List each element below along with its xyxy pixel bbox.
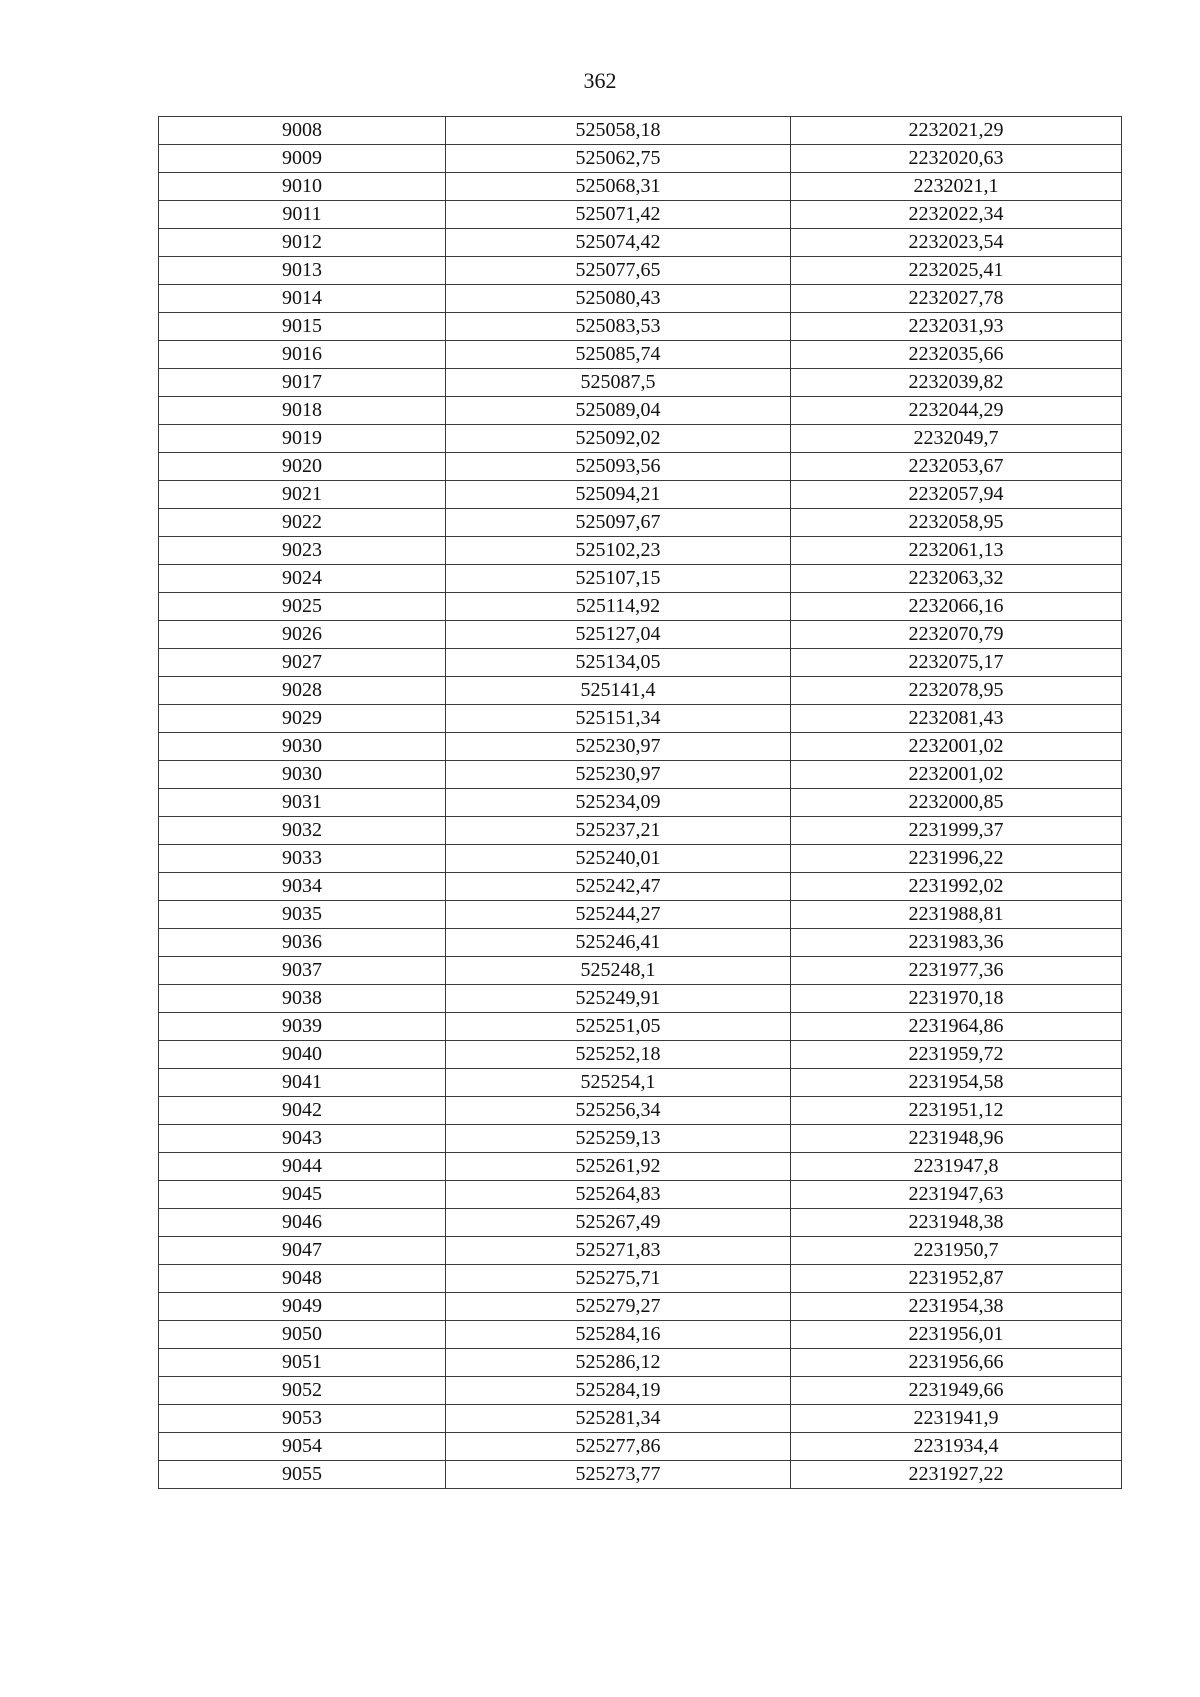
point-number-cell: 9023 bbox=[159, 537, 446, 565]
table-row bbox=[159, 677, 1122, 705]
point-number-cell: 9054 bbox=[159, 1433, 446, 1461]
y-coordinate-cell: 2231949,66 bbox=[791, 1377, 1122, 1405]
y-coordinate-cell: 2232075,17 bbox=[791, 649, 1122, 677]
x-coordinate-cell: 525277,86 bbox=[446, 1433, 791, 1461]
table-row bbox=[159, 537, 1122, 565]
y-coordinate-cell: 2232000,85 bbox=[791, 789, 1122, 817]
point-number-cell: 9032 bbox=[159, 817, 446, 845]
y-coordinate-cell: 2232053,67 bbox=[791, 453, 1122, 481]
y-coordinate-cell: 2232063,32 bbox=[791, 565, 1122, 593]
y-coordinate-cell: 2231951,12 bbox=[791, 1097, 1122, 1125]
y-coordinate-cell: 2231999,37 bbox=[791, 817, 1122, 845]
x-coordinate-cell: 525240,01 bbox=[446, 845, 791, 873]
table-row bbox=[159, 957, 1122, 985]
x-coordinate-cell: 525092,02 bbox=[446, 425, 791, 453]
table-row bbox=[159, 929, 1122, 957]
point-number-cell: 9017 bbox=[159, 369, 446, 397]
point-number-cell: 9024 bbox=[159, 565, 446, 593]
y-coordinate-cell: 2232021,1 bbox=[791, 173, 1122, 201]
y-coordinate-cell: 2232044,29 bbox=[791, 397, 1122, 425]
point-number-cell: 9019 bbox=[159, 425, 446, 453]
x-coordinate-cell: 525062,75 bbox=[446, 145, 791, 173]
coordinates-table bbox=[158, 116, 1122, 1489]
y-coordinate-cell: 2232031,93 bbox=[791, 313, 1122, 341]
x-coordinate-cell: 525284,19 bbox=[446, 1377, 791, 1405]
table-row bbox=[159, 1125, 1122, 1153]
table-row bbox=[159, 1265, 1122, 1293]
y-coordinate-cell: 2232039,82 bbox=[791, 369, 1122, 397]
point-number-cell: 9035 bbox=[159, 901, 446, 929]
y-coordinate-cell: 2232049,7 bbox=[791, 425, 1122, 453]
y-coordinate-cell: 2231934,4 bbox=[791, 1433, 1122, 1461]
y-coordinate-cell: 2232035,66 bbox=[791, 341, 1122, 369]
y-coordinate-cell: 2232027,78 bbox=[791, 285, 1122, 313]
x-coordinate-cell: 525102,23 bbox=[446, 537, 791, 565]
point-number-cell: 9036 bbox=[159, 929, 446, 957]
x-coordinate-cell: 525114,92 bbox=[446, 593, 791, 621]
table-row bbox=[159, 1237, 1122, 1265]
x-coordinate-cell: 525071,42 bbox=[446, 201, 791, 229]
table-row bbox=[159, 901, 1122, 929]
x-coordinate-cell: 525267,49 bbox=[446, 1209, 791, 1237]
x-coordinate-cell: 525077,65 bbox=[446, 257, 791, 285]
point-number-cell: 9028 bbox=[159, 677, 446, 705]
x-coordinate-cell: 525151,34 bbox=[446, 705, 791, 733]
point-number-cell: 9011 bbox=[159, 201, 446, 229]
y-coordinate-cell: 2232021,29 bbox=[791, 117, 1122, 145]
x-coordinate-cell: 525083,53 bbox=[446, 313, 791, 341]
x-coordinate-cell: 525237,21 bbox=[446, 817, 791, 845]
x-coordinate-cell: 525261,92 bbox=[446, 1153, 791, 1181]
y-coordinate-cell: 2232081,43 bbox=[791, 705, 1122, 733]
table-row bbox=[159, 201, 1122, 229]
point-number-cell: 9046 bbox=[159, 1209, 446, 1237]
point-number-cell: 9041 bbox=[159, 1069, 446, 1097]
point-number-cell: 9009 bbox=[159, 145, 446, 173]
point-number-cell: 9044 bbox=[159, 1153, 446, 1181]
y-coordinate-cell: 2232022,34 bbox=[791, 201, 1122, 229]
y-coordinate-cell: 2232066,16 bbox=[791, 593, 1122, 621]
point-number-cell: 9013 bbox=[159, 257, 446, 285]
point-number-cell: 9047 bbox=[159, 1237, 446, 1265]
y-coordinate-cell: 2231970,18 bbox=[791, 985, 1122, 1013]
y-coordinate-cell: 2232058,95 bbox=[791, 509, 1122, 537]
y-coordinate-cell: 2232001,02 bbox=[791, 733, 1122, 761]
y-coordinate-cell: 2231948,38 bbox=[791, 1209, 1122, 1237]
table-row bbox=[159, 733, 1122, 761]
point-number-cell: 9014 bbox=[159, 285, 446, 313]
point-number-cell: 9040 bbox=[159, 1041, 446, 1069]
table-row bbox=[159, 985, 1122, 1013]
x-coordinate-cell: 525080,43 bbox=[446, 285, 791, 313]
x-coordinate-cell: 525271,83 bbox=[446, 1237, 791, 1265]
point-number-cell: 9031 bbox=[159, 789, 446, 817]
point-number-cell: 9021 bbox=[159, 481, 446, 509]
point-number-cell: 9045 bbox=[159, 1181, 446, 1209]
table-row bbox=[159, 145, 1122, 173]
point-number-cell: 9043 bbox=[159, 1125, 446, 1153]
table-row bbox=[159, 845, 1122, 873]
y-coordinate-cell: 2231952,87 bbox=[791, 1265, 1122, 1293]
y-coordinate-cell: 2231941,9 bbox=[791, 1405, 1122, 1433]
table-row bbox=[159, 1321, 1122, 1349]
point-number-cell: 9029 bbox=[159, 705, 446, 733]
x-coordinate-cell: 525286,12 bbox=[446, 1349, 791, 1377]
point-number-cell: 9050 bbox=[159, 1321, 446, 1349]
y-coordinate-cell: 2231964,86 bbox=[791, 1013, 1122, 1041]
y-coordinate-cell: 2232025,41 bbox=[791, 257, 1122, 285]
point-number-cell: 9020 bbox=[159, 453, 446, 481]
y-coordinate-cell: 2232070,79 bbox=[791, 621, 1122, 649]
table-row bbox=[159, 649, 1122, 677]
y-coordinate-cell: 2232057,94 bbox=[791, 481, 1122, 509]
table-row bbox=[159, 509, 1122, 537]
x-coordinate-cell: 525249,91 bbox=[446, 985, 791, 1013]
x-coordinate-cell: 525093,56 bbox=[446, 453, 791, 481]
table-row bbox=[159, 1153, 1122, 1181]
y-coordinate-cell: 2231996,22 bbox=[791, 845, 1122, 873]
table-row bbox=[159, 873, 1122, 901]
table-row bbox=[159, 117, 1122, 145]
table-row bbox=[159, 593, 1122, 621]
x-coordinate-cell: 525251,05 bbox=[446, 1013, 791, 1041]
table-row bbox=[159, 1097, 1122, 1125]
x-coordinate-cell: 525246,41 bbox=[446, 929, 791, 957]
table-row bbox=[159, 341, 1122, 369]
table-row bbox=[159, 1181, 1122, 1209]
point-number-cell: 9051 bbox=[159, 1349, 446, 1377]
y-coordinate-cell: 2231947,8 bbox=[791, 1153, 1122, 1181]
x-coordinate-cell: 525275,71 bbox=[446, 1265, 791, 1293]
y-coordinate-cell: 2231947,63 bbox=[791, 1181, 1122, 1209]
x-coordinate-cell: 525230,97 bbox=[446, 761, 791, 789]
point-number-cell: 9052 bbox=[159, 1377, 446, 1405]
table-row bbox=[159, 705, 1122, 733]
y-coordinate-cell: 2231948,96 bbox=[791, 1125, 1122, 1153]
x-coordinate-cell: 525085,74 bbox=[446, 341, 791, 369]
y-coordinate-cell: 2231983,36 bbox=[791, 929, 1122, 957]
point-number-cell: 9033 bbox=[159, 845, 446, 873]
point-number-cell: 9034 bbox=[159, 873, 446, 901]
table-row bbox=[159, 1349, 1122, 1377]
x-coordinate-cell: 525273,77 bbox=[446, 1461, 791, 1489]
table-row bbox=[159, 761, 1122, 789]
x-coordinate-cell: 525068,31 bbox=[446, 173, 791, 201]
table-row bbox=[159, 565, 1122, 593]
x-coordinate-cell: 525252,18 bbox=[446, 1041, 791, 1069]
table-row bbox=[159, 1377, 1122, 1405]
coordinates-table-body bbox=[159, 117, 1122, 1489]
point-number-cell: 9048 bbox=[159, 1265, 446, 1293]
point-number-cell: 9026 bbox=[159, 621, 446, 649]
table-row bbox=[159, 1041, 1122, 1069]
x-coordinate-cell: 525234,09 bbox=[446, 789, 791, 817]
table-row bbox=[159, 1461, 1122, 1489]
point-number-cell: 9039 bbox=[159, 1013, 446, 1041]
x-coordinate-cell: 525097,67 bbox=[446, 509, 791, 537]
y-coordinate-cell: 2231956,66 bbox=[791, 1349, 1122, 1377]
y-coordinate-cell: 2231977,36 bbox=[791, 957, 1122, 985]
y-coordinate-cell: 2232078,95 bbox=[791, 677, 1122, 705]
x-coordinate-cell: 525264,83 bbox=[446, 1181, 791, 1209]
x-coordinate-cell: 525259,13 bbox=[446, 1125, 791, 1153]
point-number-cell: 9010 bbox=[159, 173, 446, 201]
y-coordinate-cell: 2231927,22 bbox=[791, 1461, 1122, 1489]
y-coordinate-cell: 2231992,02 bbox=[791, 873, 1122, 901]
table-row bbox=[159, 1405, 1122, 1433]
table-row bbox=[159, 425, 1122, 453]
point-number-cell: 9037 bbox=[159, 957, 446, 985]
x-coordinate-cell: 525134,05 bbox=[446, 649, 791, 677]
table-row bbox=[159, 1293, 1122, 1321]
table-row bbox=[159, 369, 1122, 397]
point-number-cell: 9055 bbox=[159, 1461, 446, 1489]
x-coordinate-cell: 525058,18 bbox=[446, 117, 791, 145]
x-coordinate-cell: 525281,34 bbox=[446, 1405, 791, 1433]
table-row bbox=[159, 285, 1122, 313]
table-row bbox=[159, 1209, 1122, 1237]
table-row bbox=[159, 229, 1122, 257]
point-number-cell: 9018 bbox=[159, 397, 446, 425]
point-number-cell: 9012 bbox=[159, 229, 446, 257]
page-number: 362 bbox=[583, 68, 617, 93]
x-coordinate-cell: 525094,21 bbox=[446, 481, 791, 509]
table-row bbox=[159, 481, 1122, 509]
table-row bbox=[159, 173, 1122, 201]
x-coordinate-cell: 525242,47 bbox=[446, 873, 791, 901]
table-row bbox=[159, 789, 1122, 817]
table-row bbox=[159, 453, 1122, 481]
table-row bbox=[159, 313, 1122, 341]
point-number-cell: 9042 bbox=[159, 1097, 446, 1125]
point-number-cell: 9049 bbox=[159, 1293, 446, 1321]
table-row bbox=[159, 1069, 1122, 1097]
x-coordinate-cell: 525230,97 bbox=[446, 733, 791, 761]
point-number-cell: 9030 bbox=[159, 733, 446, 761]
x-coordinate-cell: 525254,1 bbox=[446, 1069, 791, 1097]
table-row bbox=[159, 1013, 1122, 1041]
point-number-cell: 9016 bbox=[159, 341, 446, 369]
x-coordinate-cell: 525107,15 bbox=[446, 565, 791, 593]
table-row bbox=[159, 1433, 1122, 1461]
x-coordinate-cell: 525127,04 bbox=[446, 621, 791, 649]
y-coordinate-cell: 2231956,01 bbox=[791, 1321, 1122, 1349]
point-number-cell: 9015 bbox=[159, 313, 446, 341]
table-row bbox=[159, 257, 1122, 285]
point-number-cell: 9030 bbox=[159, 761, 446, 789]
x-coordinate-cell: 525074,42 bbox=[446, 229, 791, 257]
table-row bbox=[159, 621, 1122, 649]
x-coordinate-cell: 525279,27 bbox=[446, 1293, 791, 1321]
table-row bbox=[159, 397, 1122, 425]
x-coordinate-cell: 525256,34 bbox=[446, 1097, 791, 1125]
x-coordinate-cell: 525244,27 bbox=[446, 901, 791, 929]
point-number-cell: 9008 bbox=[159, 117, 446, 145]
x-coordinate-cell: 525141,4 bbox=[446, 677, 791, 705]
x-coordinate-cell: 525284,16 bbox=[446, 1321, 791, 1349]
y-coordinate-cell: 2232001,02 bbox=[791, 761, 1122, 789]
y-coordinate-cell: 2232061,13 bbox=[791, 537, 1122, 565]
y-coordinate-cell: 2231954,38 bbox=[791, 1293, 1122, 1321]
point-number-cell: 9027 bbox=[159, 649, 446, 677]
point-number-cell: 9038 bbox=[159, 985, 446, 1013]
table-row bbox=[159, 817, 1122, 845]
x-coordinate-cell: 525248,1 bbox=[446, 957, 791, 985]
x-coordinate-cell: 525087,5 bbox=[446, 369, 791, 397]
y-coordinate-cell: 2232020,63 bbox=[791, 145, 1122, 173]
point-number-cell: 9025 bbox=[159, 593, 446, 621]
y-coordinate-cell: 2231954,58 bbox=[791, 1069, 1122, 1097]
x-coordinate-cell: 525089,04 bbox=[446, 397, 791, 425]
point-number-cell: 9022 bbox=[159, 509, 446, 537]
y-coordinate-cell: 2232023,54 bbox=[791, 229, 1122, 257]
y-coordinate-cell: 2231988,81 bbox=[791, 901, 1122, 929]
y-coordinate-cell: 2231959,72 bbox=[791, 1041, 1122, 1069]
point-number-cell: 9053 bbox=[159, 1405, 446, 1433]
y-coordinate-cell: 2231950,7 bbox=[791, 1237, 1122, 1265]
